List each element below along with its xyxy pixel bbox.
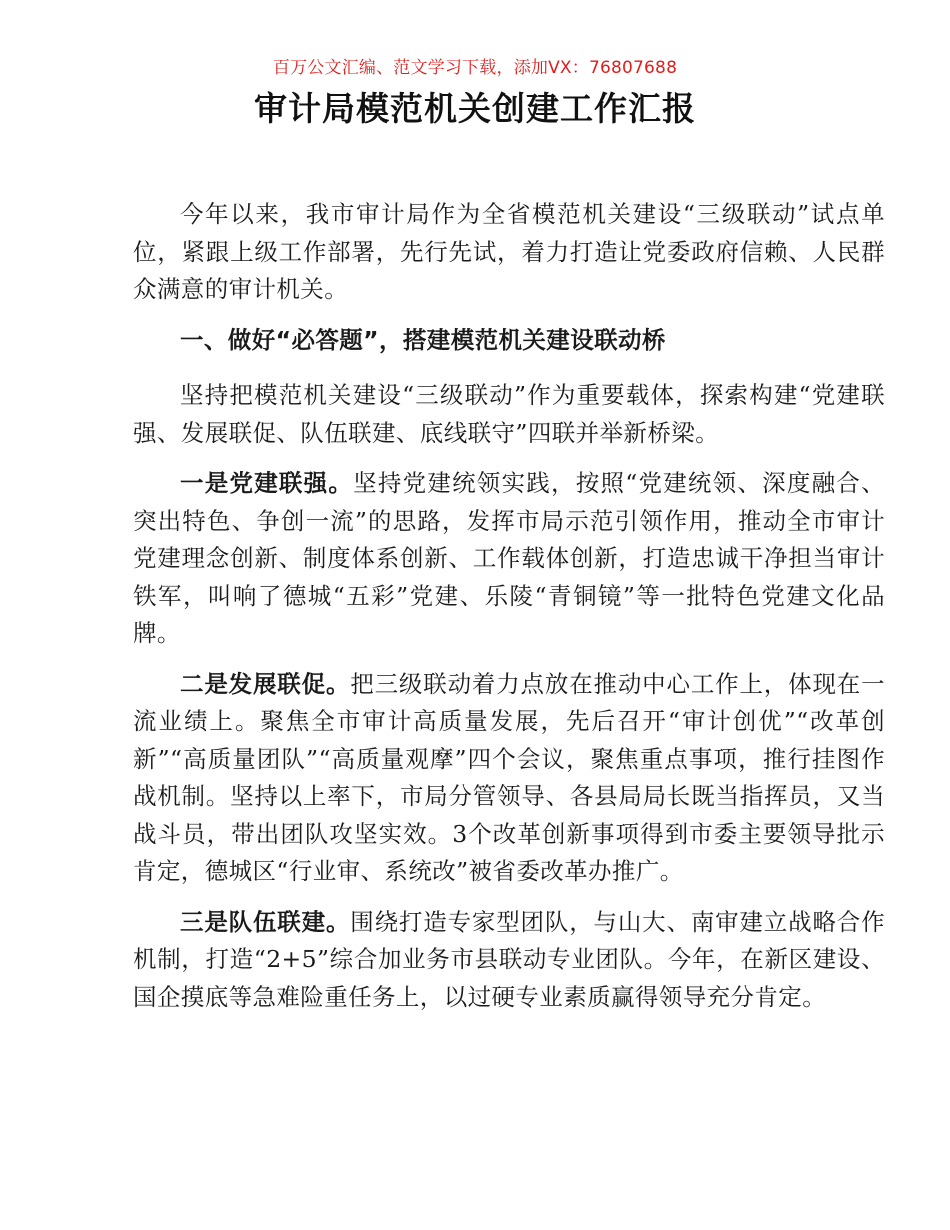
paragraph-text: 把三级联动着力点放在推动中心工作上，体现在一流业绩上。聚焦全市审计高质量发展，先后召开“审计创优”“改革创新”“高质量团队”“高质量观摩”四个会议，聚焦重点事项，推行挂图作战机制。坚持以上率下，市局分管领导、各县局局长既当指挥员，又当战斗员，带出团队攻坚实效。3个改革创新事项得到市委主要领导批示肯定，德城区“行业审、系统改”被省委改革办推广。 xyxy=(133,669,885,885)
body-paragraph xyxy=(133,904,885,1017)
paragraph-lead: 一是党建联强。 xyxy=(180,469,354,497)
section-heading: 一、做好“必答题”，搭建模范机关建设联动桥 xyxy=(180,325,666,354)
document-body xyxy=(133,196,885,1029)
paragraph-text: 坚持把模范机关建设“三级联动”作为重要载体，探索构建“党建联强、发展联促、队伍联建、底线联守”四联并举新桥梁。 xyxy=(133,381,885,447)
paragraph-lead: 三是队伍联建。 xyxy=(180,907,351,936)
paragraph-text: 今年以来，我市审计局作为全省模范机关建设“三级联动”试点单位，紧跟上级工作部署，先行先试，着力打造让党委政府信赖、人民群众满意的审计机关。 xyxy=(133,200,885,303)
intro-paragraph xyxy=(133,196,885,309)
body-paragraph xyxy=(133,377,885,452)
watermark-banner: 百万公文汇编、范文学习下载，添加VX：76807688 xyxy=(272,58,678,78)
body-paragraph xyxy=(133,465,885,653)
paragraph-text: 坚持党建统领实践，按照“党建统领、深度融合、突出特色、争创一流”的思路，发挥市局示范引领作用，推动全市审计党建理念创新、制度体系创新、工作载体创新，打造忠诚干净担当审计铁军，叫响了德城“五彩”党建、乐陵“青铜镜”等一批特色党建文化品牌。 xyxy=(133,469,885,647)
paragraph-text: 围绕打造专家型团队，与山大、南审建立战略合作机制，打造“2+5”综合加业务市县联动专业团队。今年，在新区建设、国企摸底等急难险重任务上，以过硬专业素质赢得领导充分肯定。 xyxy=(133,907,885,1011)
body-paragraph xyxy=(133,666,885,891)
document-title: 审计局模范机关创建工作汇报 xyxy=(254,89,696,128)
paragraph-lead: 二是发展联促。 xyxy=(180,669,351,698)
